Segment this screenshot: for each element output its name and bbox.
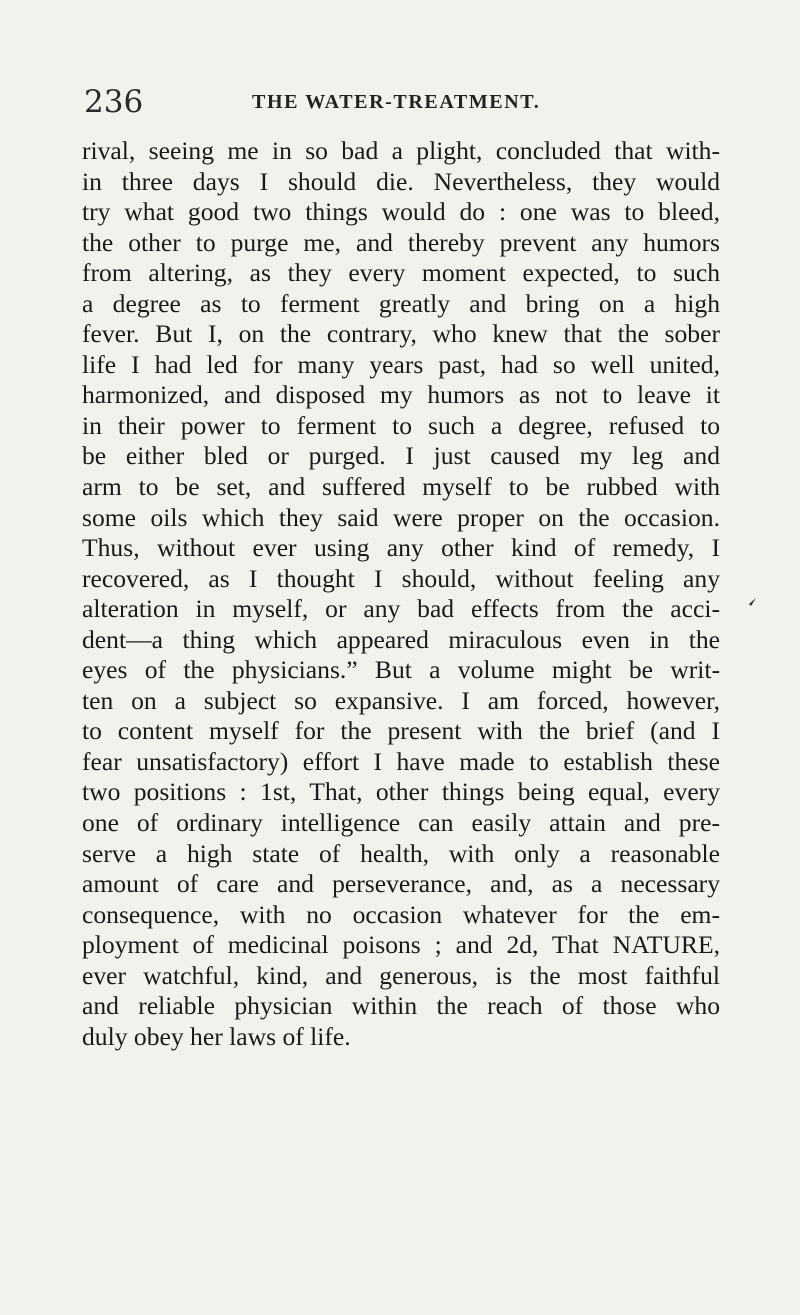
text-line: to content myself for the present with the brief (and I: [82, 716, 720, 746]
text-line: duly obey her laws of life.: [82, 1021, 351, 1051]
text-line: in three days I should die. Nevertheless, they would: [82, 166, 720, 196]
text-line: harmonized, and disposed my humors as not to leave it: [82, 380, 720, 410]
body-text: [82, 136, 720, 1052]
text-line: be either bled or purged. I just caused my leg and: [82, 441, 720, 471]
text-line: from altering, as they every moment expected, to such: [82, 258, 720, 288]
text-line: dent—a thing which appeared miraculous even in the: [82, 624, 720, 654]
text-line: amount of care and perseverance, and, as a necessary: [82, 869, 720, 899]
text-line: one of ordinary intelligence can easily attain and pre-: [82, 808, 720, 838]
text-line: in their power to ferment to such a degree, refused to: [82, 410, 720, 440]
text-line: recovered, as I thought I should, without feeling any: [82, 563, 720, 593]
page-number: 236: [84, 84, 144, 120]
text-line: arm to be set, and suffered myself to be rubbed with: [82, 472, 720, 502]
text-line: and reliable physician within the reach of those who: [82, 991, 720, 1021]
text-line: serve a high state of health, with only a reasonable: [82, 838, 720, 868]
text-line: ten on a subject so expansive. I am forced, however,: [82, 685, 720, 715]
text-line: Thus, without ever using any other kind of remedy, I: [82, 533, 720, 563]
text-line: ployment of medicinal poisons ; and 2d, That NATURE,: [82, 930, 720, 960]
text-line: ever watchful, kind, and generous, is the most faithful: [82, 960, 720, 990]
text-line: the other to purge me, and thereby prevent any humors: [82, 227, 720, 257]
text-line: some oils which they said were proper on the occasion.: [82, 502, 720, 532]
text-line: two positions : 1st, That, other things being equal, every: [82, 777, 720, 807]
page-header: [84, 84, 724, 124]
running-head: THE WATER-TREATMENT.: [252, 91, 541, 113]
text-line: eyes of the physicians.” But a volume might be writ-: [82, 655, 720, 685]
margin-mark-icon: [746, 596, 758, 608]
text-line: fever. But I, on the contrary, who knew that the sober: [82, 319, 720, 349]
text-line: a degree as to ferment greatly and bring on a high: [82, 288, 720, 318]
text-line: try what good two things would do : one was to bleed,: [82, 197, 720, 227]
text-line: fear unsatisfactory) effort I have made to establish these: [82, 746, 720, 776]
text-line: alteration in myself, or any bad effects from the acci-: [82, 594, 720, 624]
text-line: rival, seeing me in so bad a plight, concluded that with-: [82, 136, 720, 165]
text-line: life I had led for many years past, had so well united,: [82, 349, 720, 379]
text-line: consequence, with no occasion whatever for the em-: [82, 899, 720, 929]
